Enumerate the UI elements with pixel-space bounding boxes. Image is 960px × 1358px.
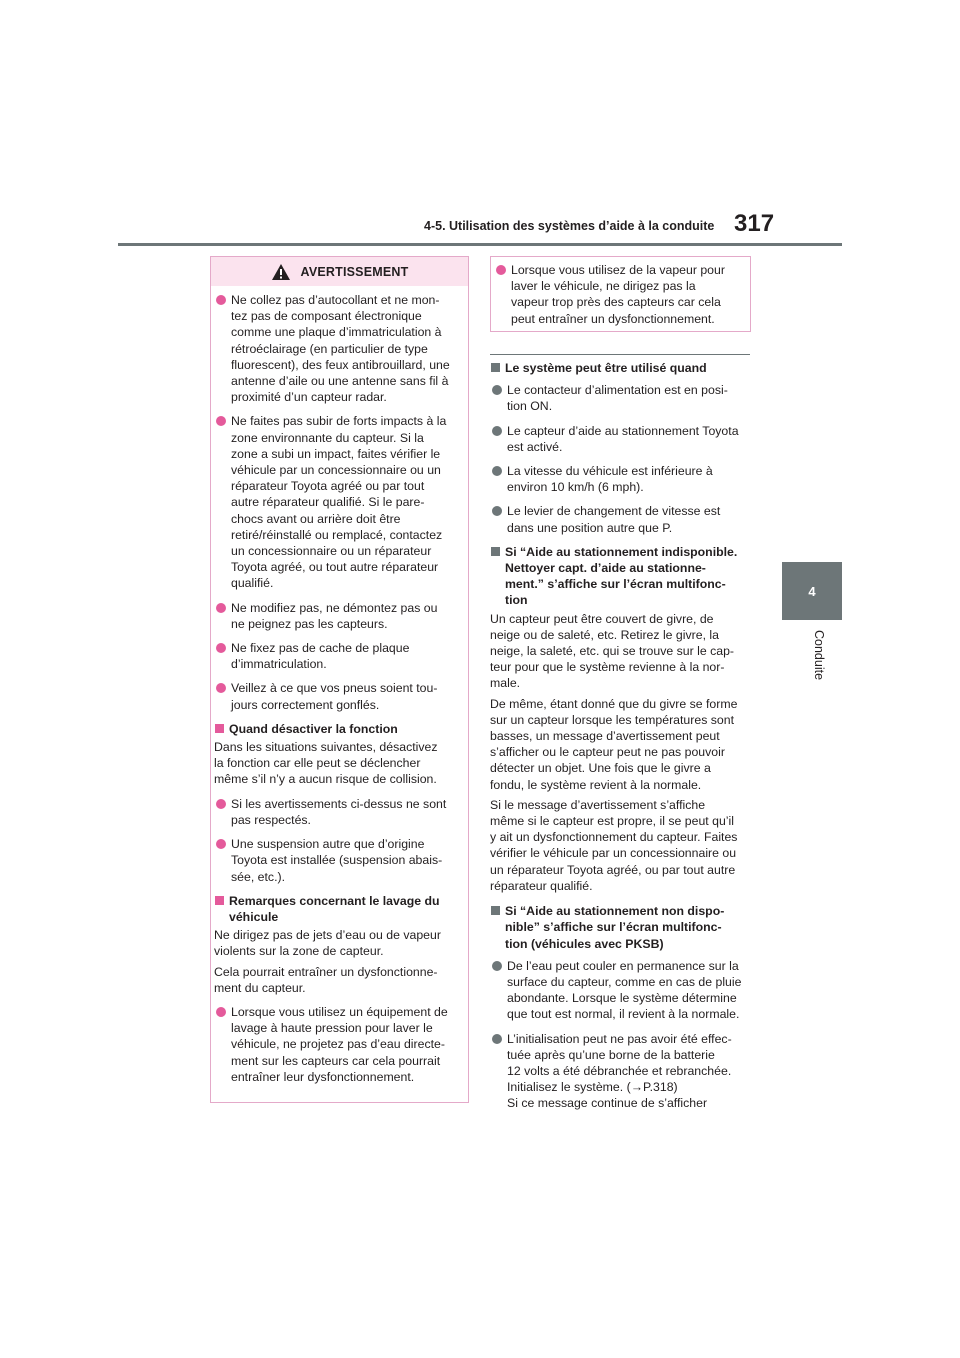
section-heading: [490, 360, 752, 376]
item-text: Une suspension autre que d’origine Toyota est installée (suspension abais- sée, etc.).: [231, 837, 443, 884]
item-text: Ne modifiez pas, ne démontez pas ou ne peignez pas les capteurs.: [231, 600, 438, 631]
item-text: Lorsque vous utilisez de la vapeur pour laver le véhicule, ne dirigez pas la vapeur trop près des capteurs car cela peut entraîner un dysfonctionnement.: [511, 263, 725, 326]
heading-text: Si “Aide au stationnement non dispo- nible” s’affiche sur l’écran multifonc- tion (véhicules avec PKSB): [505, 904, 725, 951]
warning-box-right: [490, 256, 751, 332]
heading-text: Le système peut être utilisé quand: [505, 361, 707, 375]
list-item: [214, 1004, 460, 1085]
list-item: [490, 463, 752, 495]
bullet-icon: [492, 466, 502, 476]
list-item: [214, 640, 460, 672]
heading-text: Si “Aide au stationnement indisponible. Nettoyer capt. d’aide au stationne- ment.” s’affiche sur l’écran multifonc- tion: [505, 544, 738, 608]
item-text: Ne collez pas d’autocollant et ne mon- tez pas de composant électronique comme une plaque d’immatriculation à rétroéclairage (en particulier de type fluorescent), des feux antibrouillard, une antenne d’aile ou une antenne sans fil à proximité d’un capteur radar.: [231, 293, 450, 405]
list-item: [214, 292, 460, 405]
bullet-icon: [492, 385, 502, 395]
square-bullet-icon: [491, 906, 500, 915]
warning-header: [211, 257, 468, 286]
list-item: [490, 423, 752, 455]
item-text: Ne fixez pas de cache de plaque d’immatriculation.: [231, 641, 410, 672]
bullet-icon: [216, 603, 226, 613]
bullet-icon: [216, 1007, 226, 1017]
list-item: [214, 680, 460, 712]
square-bullet-icon: [491, 547, 500, 556]
bullet-icon: [216, 643, 226, 653]
warning-box-left: [210, 256, 469, 1103]
paragraph: Si le message d’avertissement s’affiche même si le capteur est propre, il se peut qu’il y ait un dysfonctionnement du capteur. Faites vérifier le véhicule par un concessionnaire ou un réparateur Toyota agréé, ou par tout autre réparateur qualifié.: [490, 797, 738, 893]
warning-triangle-icon: [271, 263, 291, 281]
square-bullet-icon: [215, 724, 224, 733]
square-bullet-icon: [215, 896, 224, 905]
paragraph: Dans les situations suivantes, désactivez la fonction car elle peut se déclencher même s’il n’y a aucun risque de collision.: [214, 740, 438, 787]
bullet-icon: [216, 416, 226, 426]
item-text: Si les avertissements ci-dessus ne sont pas respectés.: [231, 796, 447, 827]
item-text: Lorsque vous utilisez un équipement de lavage à haute pression pour laver le véhicule, ne projetez pas d’eau directe- ment sur les capteurs car cela pourrait entraîner leur dysfonctionnement.: [231, 1004, 448, 1084]
item-text: L’initialisation peut ne pas avoir été effec- tuée après qu’une borne de la batterie 12 volts a été débranchée et rebranchée. Initialisez le système. (→P.318) Si ce message continue de s’afficher: [507, 1031, 732, 1111]
list-item: [214, 600, 460, 632]
heading-text: Quand désactiver la fonction: [229, 721, 398, 736]
section-heading: [490, 903, 752, 952]
item-text: De l’eau peut couler en permanence sur la surface du capteur, comme en cas de pluie abondante. Lorsque le système détermine que tout est normal, il revient à la normale.: [507, 958, 742, 1022]
bullet-icon: [216, 295, 226, 305]
item-text: La vitesse du véhicule est inférieure à environ 10 km/h (6 mph).: [507, 464, 713, 495]
bullet-icon: [492, 961, 502, 971]
list-item: [490, 1031, 752, 1112]
paragraph: De même, étant donné que du givre se forme sur un capteur lorsque les températures sont basses, un message d’avertissement peut s’afficher ou le capteur peut ne pas pouvoir détecter un objet. Une fois que le givre a fondu, le système revient à la normale.: [490, 696, 738, 792]
square-bullet-icon: [491, 363, 500, 372]
item-text: Veillez à ce que vos pneus soient tou- jours correctement gonflés.: [231, 681, 438, 712]
list-item: [214, 796, 460, 828]
bullet-icon: [216, 839, 226, 849]
paragraph: Ne dirigez pas de jets d’eau ou de vapeur violents sur la zone de capteur.: [214, 928, 441, 959]
paragraph: Un capteur peut être couvert de givre, de neige ou de saleté, etc. Retirez le givre, la neige, la saleté, etc. qui se trouve sur le cap- teur pour que le système revienne à la nor- male.: [490, 611, 735, 691]
bullet-icon: [216, 799, 226, 809]
list-item: [490, 958, 752, 1023]
list-item: [490, 382, 752, 414]
section-heading: [490, 544, 752, 609]
chapter-tab[interactable]: 4: [782, 562, 842, 620]
header-rule: [118, 243, 842, 246]
chapter-label: Conduite: [812, 630, 826, 681]
main-column: [490, 360, 752, 1120]
page-number: 317: [734, 210, 775, 237]
bullet-icon: [216, 683, 226, 693]
bullet-icon: [492, 506, 502, 516]
bullet-icon: [496, 265, 506, 275]
bullet-icon: [492, 426, 502, 436]
list-item: [214, 836, 460, 885]
section-divider: [490, 354, 750, 355]
section-heading: [214, 893, 460, 925]
section-title: 4-5. Utilisation des systèmes d’aide à la conduite: [424, 219, 715, 233]
item-text: Ne faites pas subir de forts impacts à la zone environnante du capteur. Si la zone a subi un impact, faites vérifier le véhicule par un concessionnaire ou un réparateur Toyota agréé ou par tout autre réparateur qualifié. Si le pare- chocs avant ou arrière doit être retiré/réinstallé ou remplacé, contactez un concessionnaire ou un réparateur Toyota agréé, ou tout autre réparateur qualifié.: [231, 414, 447, 591]
section-heading: [214, 721, 460, 737]
heading-text: Remarques concernant le lavage du véhicule: [229, 893, 440, 924]
bullet-icon: [492, 1034, 502, 1044]
warning-heading: AVERTISSEMENT: [300, 264, 409, 279]
list-item: [494, 262, 742, 327]
item-text: Le levier de changement de vitesse est dans une position autre que P.: [507, 504, 721, 535]
list-item: [490, 503, 752, 535]
paragraph: Cela pourrait entraîner un dysfonctionne- ment du capteur.: [214, 964, 438, 995]
list-item: [214, 413, 460, 591]
item-text: Le capteur d’aide au stationnement Toyota est activé.: [507, 423, 739, 454]
item-text: Le contacteur d’alimentation est en posi- tion ON.: [507, 383, 728, 414]
